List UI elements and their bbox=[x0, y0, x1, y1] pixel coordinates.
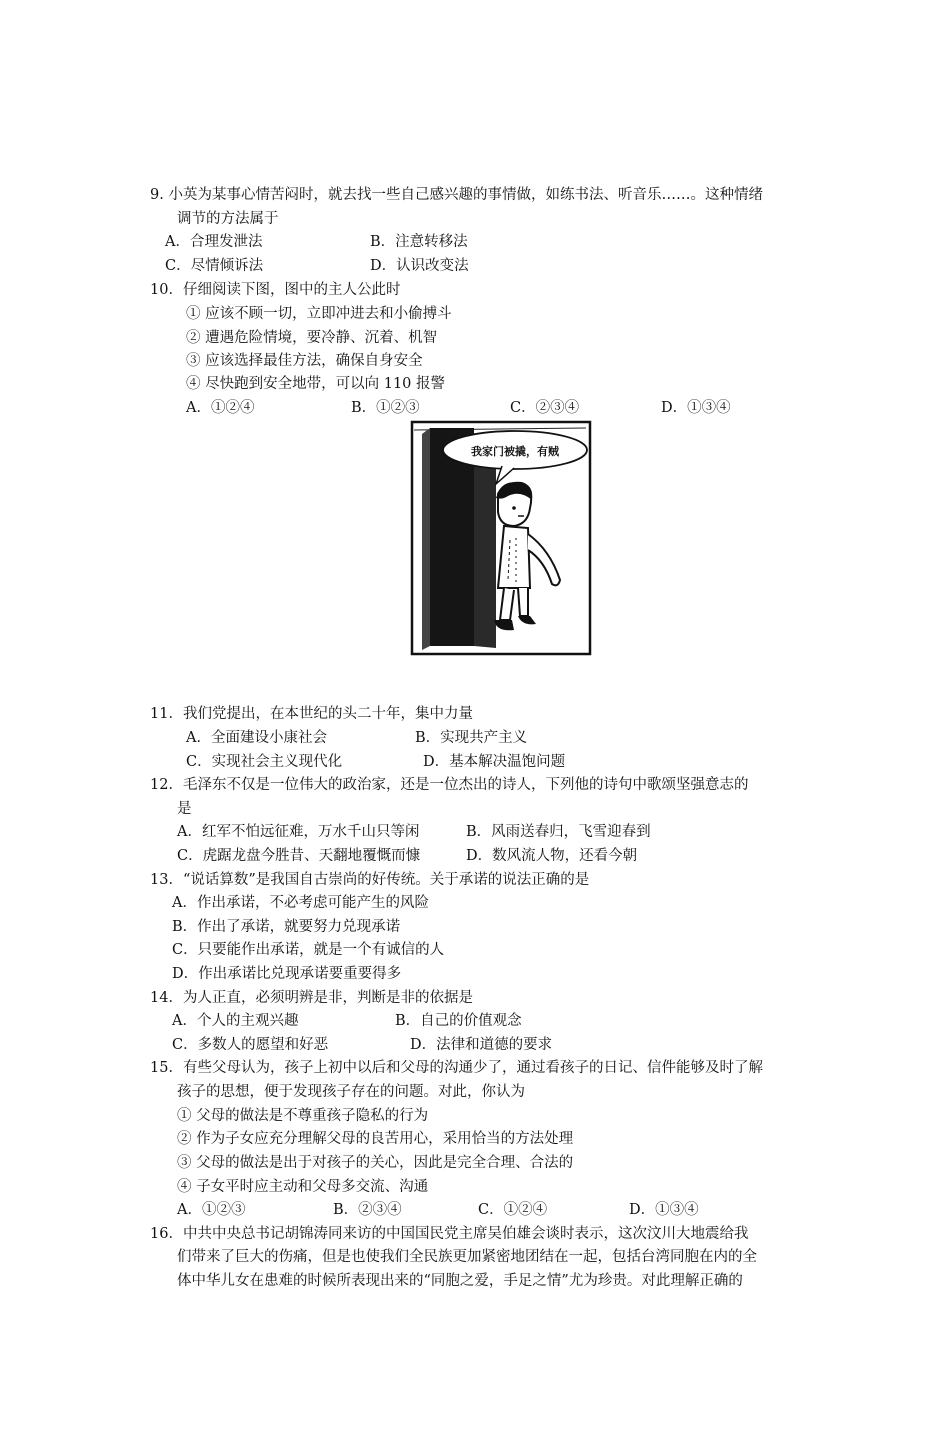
cartoon-illustration bbox=[410, 420, 592, 656]
q15-option-d: D．①③④ bbox=[629, 1202, 699, 1218]
q10-stem: 10．仔细阅读下图，图中的主人公此时 bbox=[150, 282, 401, 298]
q11-option-c: C．实现社会主义现代化 bbox=[186, 754, 343, 770]
q15-option-a: A．①②③ bbox=[177, 1202, 246, 1218]
q14-option-b: B．自己的价值观念 bbox=[395, 1013, 522, 1029]
q9-stem-line2: 调节的方法属于 bbox=[177, 211, 279, 227]
q15-item-3: ③ 父母的做法是出于对孩子的关心，因此是完全合理、合法的 bbox=[177, 1155, 574, 1171]
q10-item-4: ④ 尽快跑到安全地带，可以向 110 报警 bbox=[186, 376, 446, 392]
q14-stem: 14．为人正直，必须明辨是非，判断是非的依据是 bbox=[150, 990, 473, 1006]
bubble-text: 我家门被撬，有贼 bbox=[471, 445, 559, 458]
q9-option-b: B．注意转移法 bbox=[370, 234, 468, 250]
q15-stem-line1: 15．有些父母认为，孩子上初中以后和父母的沟通少了，通过看孩子的日记、信件能够及时了解 bbox=[150, 1060, 763, 1076]
q11-option-b: B．实现共产主义 bbox=[415, 730, 528, 746]
q15-item-2: ② 作为子女应充分理解父母的良苦用心，采用恰当的方法处理 bbox=[177, 1131, 574, 1147]
q13-option-a: A．作出承诺，不必考虑可能产生的风险 bbox=[172, 895, 429, 911]
q15-option-b: B．②③④ bbox=[333, 1202, 402, 1218]
q9-option-c: C．尽情倾诉法 bbox=[165, 258, 264, 274]
q12-stem-line1: 12．毛泽东不仅是一位伟大的政治家，还是一位杰出的诗人，下列他的诗句中歌颂坚强意志的 bbox=[150, 777, 749, 793]
q9-option-a: A．合理发泄法 bbox=[165, 234, 263, 250]
q10-option-a: A．①②④ bbox=[186, 400, 255, 416]
q12-option-b: B．风雨送春归，飞雪迎春到 bbox=[466, 824, 651, 840]
q10-item-2: ② 遭遇危险情境，要冷静、沉着、机智 bbox=[186, 330, 438, 346]
q16-stem-line1: 16．中共中央总书记胡锦涛同来访的中国国民党主席吴伯雄会谈时表示，这次汶川大地震给我 bbox=[150, 1226, 749, 1242]
q13-option-c: C．只要能作出承诺，就是一个有诚信的人 bbox=[172, 942, 445, 958]
q14-option-c: C．多数人的愿望和好恶 bbox=[172, 1037, 329, 1053]
q15-item-4: ④ 子女平时应主动和父母多交流、沟通 bbox=[177, 1179, 429, 1195]
q10-item-1: ① 应该不顾一切，立即冲进去和小偷搏斗 bbox=[186, 306, 452, 322]
q10-option-c: C．②③④ bbox=[510, 400, 580, 416]
q9-option-d: D．认识改变法 bbox=[370, 258, 469, 274]
q10-item-3: ③ 应该选择最佳方法，确保自身安全 bbox=[186, 353, 423, 369]
q12-option-d: D．数风流人物，还看今朝 bbox=[466, 848, 638, 864]
q13-option-b: B．作出了承诺，就要努力兑现承诺 bbox=[172, 919, 401, 935]
q11-stem: 11．我们党提出，在本世纪的头二十年，集中力量 bbox=[150, 706, 473, 722]
q9-stem-line1: 9. 小英为某事心情苦闷时，就去找一些自己感兴趣的事情做，如练书法、听音乐……。这种情绪 bbox=[150, 187, 763, 203]
q12-option-a: A．红军不怕远征难，万水千山只等闲 bbox=[177, 824, 420, 840]
q14-option-a: A．个人的主观兴趣 bbox=[172, 1013, 299, 1029]
q15-item-1: ① 父母的做法是不尊重孩子隐私的行为 bbox=[177, 1108, 429, 1124]
q12-option-c: C．虎踞龙盘今胜昔、天翻地覆慨而慷 bbox=[177, 848, 421, 864]
q15-stem-line2: 孩子的思想，便于发现孩子存在的问题。对此，你认为 bbox=[177, 1084, 525, 1100]
q11-option-a: A．全面建设小康社会 bbox=[186, 730, 327, 746]
q16-stem-line3: 体中华儿女在患难的时候所表现出来的“同胞之爱，手足之情”尤为珍贵。对此理解正确的 bbox=[177, 1273, 743, 1289]
q13-stem: 13．“说话算数”是我国自古崇尚的好传统。关于承诺的说法正确的是 bbox=[150, 872, 590, 888]
q13-option-d: D．作出承诺比兑现承诺要重要得多 bbox=[172, 966, 402, 982]
q10-option-b: B．①②③ bbox=[351, 400, 420, 416]
q14-option-d: D．法律和道德的要求 bbox=[410, 1037, 553, 1053]
q11-option-d: D．基本解决温饱问题 bbox=[423, 754, 566, 770]
q10-option-d: D．①③④ bbox=[661, 400, 731, 416]
q12-stem-line2: 是 bbox=[177, 801, 192, 817]
q15-option-c: C．①②④ bbox=[478, 1202, 548, 1218]
q16-stem-line2: 们带来了巨大的伤痛，但是也使我们全民族更加紧密地团结在一起，包括台湾同胞在内的全 bbox=[177, 1249, 757, 1265]
cartoon-drawing bbox=[410, 420, 592, 656]
